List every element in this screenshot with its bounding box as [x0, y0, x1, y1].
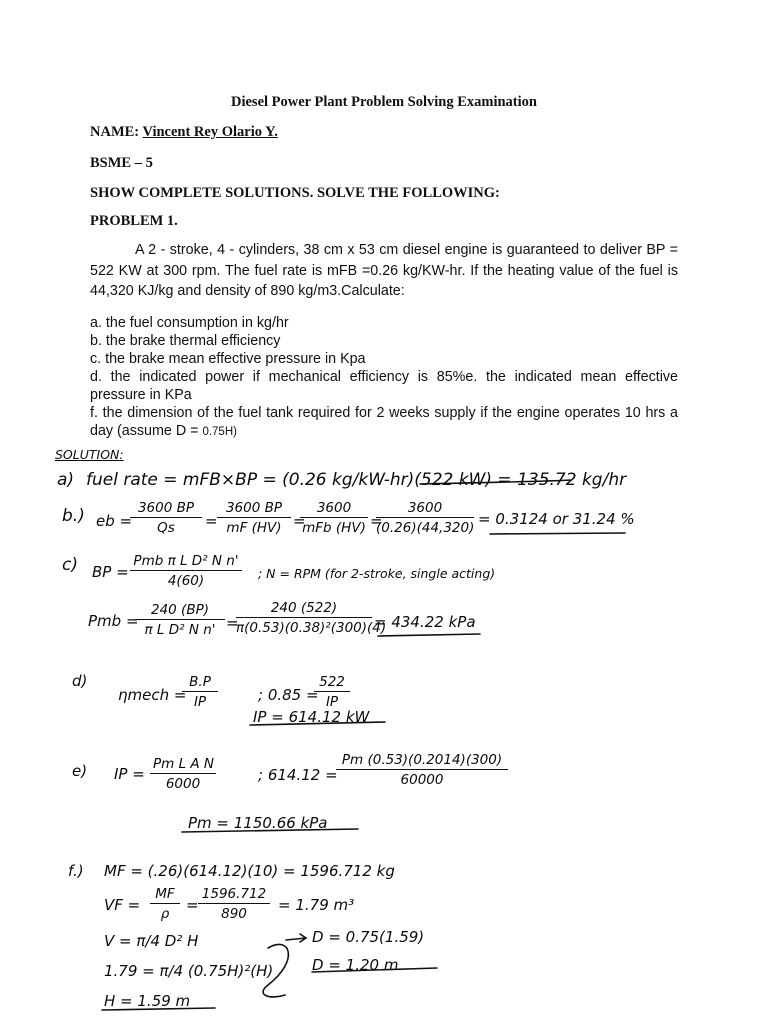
part-d-fraction-2: $\frac{522}{IP}$: [314, 674, 350, 710]
part-a-underline: [420, 480, 570, 484]
part-b-fraction-1: $\frac{3600 BP}{Qs}$: [130, 500, 202, 536]
part-b-underline: [490, 533, 625, 534]
part-c-bp-fraction: Pmb π L D² N n' 4(60): [130, 553, 242, 589]
part-e-eq: ; 614.12 =: [258, 766, 338, 784]
task-item: d. the indicated power if mechanical efficiency is 85%e. the indicated mean effective pressure in KPa: [90, 369, 678, 403]
student-name: Vincent Rey Olario Y.: [142, 124, 278, 140]
part-d-underline: [250, 722, 385, 725]
equals-sign: =: [293, 512, 306, 530]
part-c-pmb: Pmb =: [88, 612, 139, 630]
part-b-label: b.): [62, 506, 85, 526]
part-f-vf-result: = 1.79 m³: [278, 896, 355, 914]
document-title: Diesel Power Plant Problem Solving Examination: [231, 94, 537, 110]
task-item: b. the brake thermal efficiency: [90, 333, 281, 349]
part-f-volume-formula: V = π/4 D² H: [104, 932, 199, 950]
task-item: c. the brake mean effective pressure in Kpa: [90, 351, 366, 367]
part-b-fraction-4: $\frac{3600}{(0.26)(44,320)}$: [376, 500, 475, 536]
part-c-result: = 434.22 kPa: [374, 613, 476, 631]
part-c-bp: BP =: [92, 563, 129, 581]
part-d-result: IP = 614.12 kW: [253, 708, 370, 726]
problem-statement-text: A 2 - stroke, 4 - cylinders, 38 cm x 53 cm diesel engine is guaranteed to deliver BP = 522 KW at 300 rpm. The fuel rate is mFB =0.26 kg/KW-hr. If the heating value of the fuel is 44,320 KJ/kg and density of 890 kg/m3.Calculate:: [90, 242, 678, 299]
part-d-eq: ; 0.85 =: [258, 686, 319, 704]
arrow-icon: [286, 934, 306, 942]
part-a-label: a): [57, 470, 75, 490]
part-d-label: d): [72, 672, 88, 690]
part-e-fraction: $\frac{\text{Pm L A N}}{6000}$: [150, 756, 216, 792]
task-item-f: f. the dimension of the fuel tank required for 2 weeks supply if the engine operates 10 hrs a day (assume D = 0.75H): [90, 405, 678, 439]
part-d-eta: ηmech =: [118, 686, 187, 704]
equals-sign: =: [370, 512, 383, 530]
part-f-vf-fraction: $\frac{MF}{\rho}$: [150, 886, 180, 922]
part-f-mf: MF = (.26)(614.12)(10) = 1596.712 kg: [104, 862, 395, 880]
part-f-label: f.): [68, 862, 84, 880]
part-f-d-underline: [312, 968, 437, 972]
part-f-bracket: [263, 944, 288, 997]
part-f-vf: VF =: [104, 896, 141, 914]
part-e-result: Pm = 1150.66 kPa: [188, 814, 328, 832]
part-a-fuel-rate: fuel rate = mFB×BP = (0.26 kg/kW-hr)(522 kW) = 135.72 kg/hr: [86, 470, 627, 490]
part-f-h-result: H = 1.59 m: [104, 992, 191, 1010]
name-label: NAME:: [90, 124, 140, 140]
part-f-d-substitution: D = 0.75(1.59): [312, 928, 425, 946]
part-f-d-result: D = 1.20 m: [312, 956, 399, 974]
part-c-pmb-fraction: $\frac{240 (BP)}{\text{π L D² N n'}}$: [135, 602, 225, 638]
part-e-label: e): [72, 762, 88, 780]
part-f-vf-fraction-2: $\frac{1596.712}{890}$: [198, 886, 270, 922]
part-e-lhs: IP =: [114, 765, 145, 783]
equals-sign: =: [226, 614, 239, 632]
part-f-volume-substitution: 1.79 = π/4 (0.75H)²(H): [104, 962, 274, 980]
part-f-h-underline: [102, 1008, 215, 1010]
part-c-underline: [378, 634, 480, 636]
task-item: a. the fuel consumption in kg/hr: [90, 315, 289, 331]
part-c-pmb-fraction-2: $\frac{240 (522)}{\text{π(0.53)(0.38)²(300)(4)}}$: [236, 600, 387, 636]
part-b-fraction-3: 3600 mFb (HV): [300, 500, 368, 536]
part-d-fraction: $\frac{B.P}{IP}$: [182, 674, 218, 710]
problem-heading: PROBLEM 1.: [90, 213, 178, 229]
equals-sign: =: [186, 896, 199, 914]
section-label: BSME – 5: [90, 155, 153, 171]
equals-sign: =: [205, 512, 218, 530]
solution-heading: SOLUTION:: [55, 447, 124, 462]
part-b-result: = 0.3124 or 31.24 %: [478, 510, 635, 528]
instructions: SHOW COMPLETE SOLUTIONS. SOLVE THE FOLLOWING:: [90, 185, 500, 201]
part-c-note: ; N = RPM (for 2-stroke, single acting): [258, 566, 496, 581]
part-e-underline: [182, 829, 358, 832]
part-b-fraction-2: $\frac{3600 BP}{mF (HV)}$: [217, 500, 291, 536]
part-e-fraction-2: $\frac{Pm (0.53)(0.2014)(300)}{60000}$: [336, 752, 508, 788]
part-c-label: c): [62, 555, 78, 575]
part-b-eb: eb =: [96, 512, 133, 530]
